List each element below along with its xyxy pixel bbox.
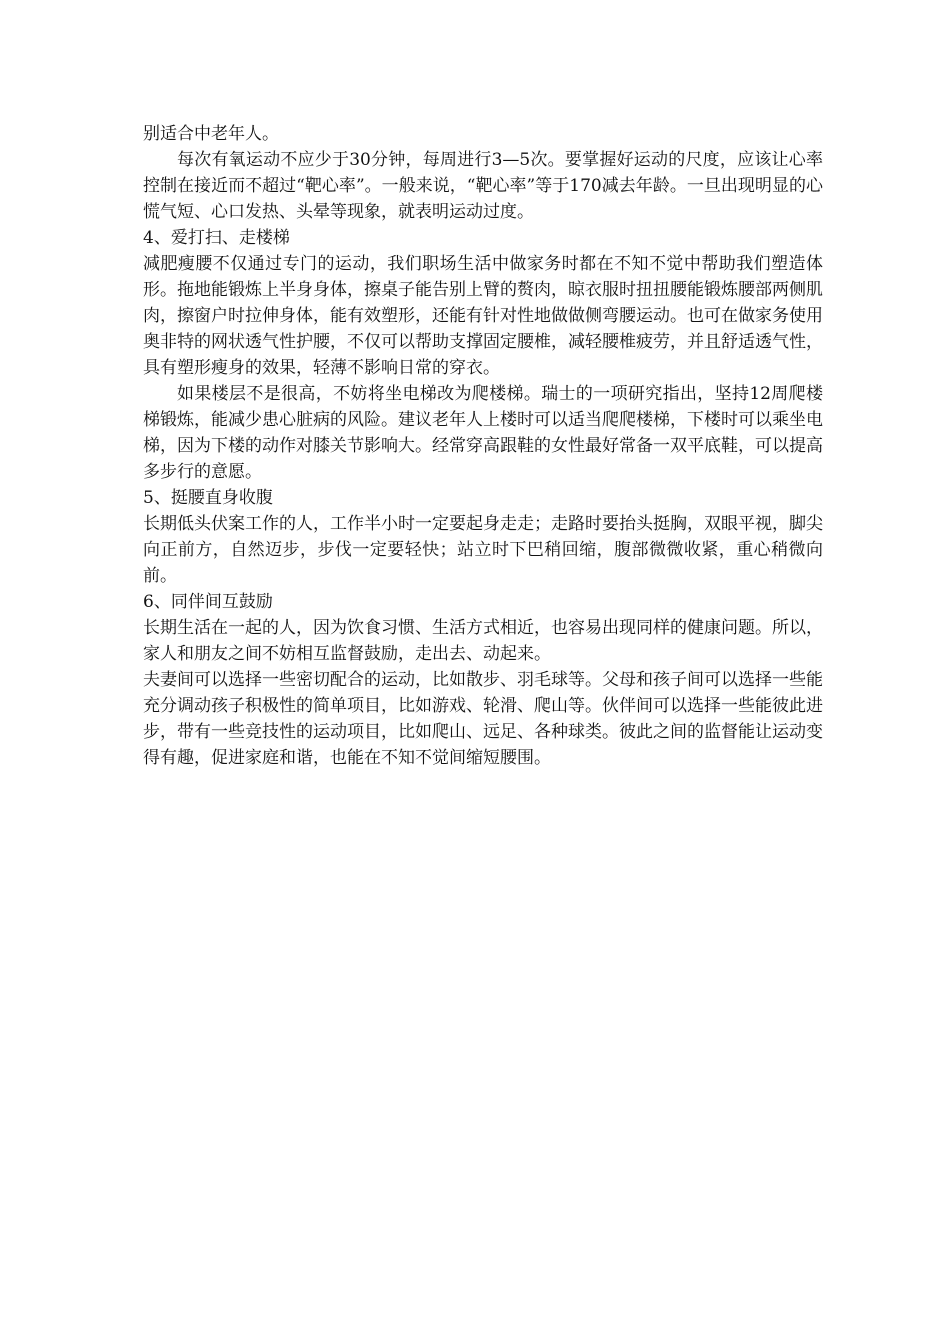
- section-heading-5: 5、挺腰直身收腹: [143, 488, 273, 508]
- paragraph-family-exercise: 夫妻间可以选择一些密切配合的运动，比如散步、羽毛球等。父母和孩子间可以选择一些能充分调动孩子积极性的简单项目，比如游戏、轮滑、爬山等。伙伴间可以选择一些能彼此进步，带有一些竞技性的运动项目，比如爬山、远足、各种球类。彼此之间的监督能让运动变得有趣，促进家庭和谐，也能在不知不觉间缩短腰围。: [143, 670, 823, 768]
- section-heading-4: 4、爱打扫、走楼梯: [143, 228, 290, 248]
- paragraph-stairs: 如果楼层不是很高，不妨将坐电梯改为爬楼梯。瑞士的一项研究指出，坚持12周爬楼梯锻炼，能减少患心脏病的风险。建议老年人上楼时可以适当爬爬楼梯，下楼时可以乘坐电梯，因为下楼的动作对膝关节影响大。经常穿高跟鞋的女性最好常备一双平底鞋，可以提高多步行的意愿。: [143, 384, 823, 482]
- paragraph-continuation: 别适合中老年人。: [143, 124, 279, 144]
- paragraph-aerobic-exercise: 每次有氧运动不应少于30分钟，每周进行3—5次。要掌握好运动的尺度，应该让心率控制在接近而不超过“靶心率”。一般来说，“靶心率”等于170减去年龄。一旦出现明显的心慌气短、心口发热、头晕等现象，就表明运动过度。: [143, 150, 823, 222]
- paragraph-housework: 减肥瘦腰不仅通过专门的运动，我们职场生活中做家务时都在不知不觉中帮助我们塑造体形。拖地能锻炼上半身身体，擦桌子能告别上臂的赘肉，晾衣服时扭扭腰能锻炼腰部两侧肌肉，擦窗户时拉伸身体，能有效塑形，还能有针对性地做做侧弯腰运动。也可在做家务使用奥非特的网状透气性护腰，不仅可以帮助支撑固定腰椎，减轻腰椎疲劳，并且舒适透气性，具有塑形瘦身的效果，轻薄不影响日常的穿衣。: [143, 254, 823, 378]
- paragraph-posture: 长期低头伏案工作的人，工作半小时一定要起身走走；走路时要抬头挺胸，双眼平视，脚尖向正前方，自然迈步，步伐一定要轻快；站立时下巴稍回缩，腹部微微收紧，重心稍微向前。: [143, 514, 823, 586]
- section-heading-6: 6、同伴间互鼓励: [143, 592, 273, 612]
- paragraph-companions: 长期生活在一起的人，因为饮食习惯、生活方式相近，也容易出现同样的健康问题。所以，家人和朋友之间不妨相互监督鼓励，走出去、动起来。: [143, 618, 823, 664]
- document-body: [143, 121, 823, 771]
